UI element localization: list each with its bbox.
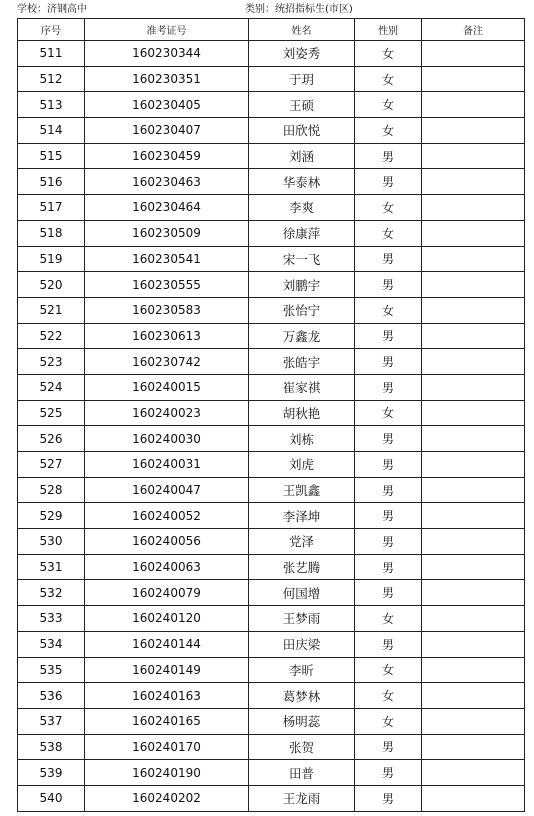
- cell-gender: 男: [355, 477, 422, 503]
- cell-name: 宋一飞: [249, 246, 355, 272]
- cell-name: 张贺: [249, 734, 355, 760]
- cell-exam-id: 160240031: [85, 452, 249, 478]
- table-row: [18, 785, 525, 811]
- table-row: [18, 143, 525, 169]
- cell-gender: 男: [355, 426, 422, 452]
- cell-index: 530: [18, 529, 85, 555]
- cell-name: 王硕: [249, 92, 355, 118]
- cell-remarks: [422, 400, 525, 426]
- cell-index: 525: [18, 400, 85, 426]
- cell-exam-id: 160240063: [85, 554, 249, 580]
- cell-exam-id: 160230407: [85, 118, 249, 144]
- cell-remarks: [422, 92, 525, 118]
- cell-gender: 女: [355, 92, 422, 118]
- cell-remarks: [422, 452, 525, 478]
- cell-exam-id: 160230459: [85, 143, 249, 169]
- cell-gender: 男: [355, 452, 422, 478]
- table-row: [18, 169, 525, 195]
- table-row: [18, 452, 525, 478]
- cell-gender: 男: [355, 323, 422, 349]
- cell-name: 徐康萍: [249, 220, 355, 246]
- cell-remarks: [422, 554, 525, 580]
- cell-index: 539: [18, 760, 85, 786]
- table-row: [18, 529, 525, 555]
- cell-remarks: [422, 246, 525, 272]
- table-row: [18, 708, 525, 734]
- cell-name: 王龙雨: [249, 785, 355, 811]
- cell-exam-id: 160240163: [85, 683, 249, 709]
- cell-name: 王梦雨: [249, 606, 355, 632]
- table-row: [18, 426, 525, 452]
- cell-index: 535: [18, 657, 85, 683]
- cell-name: 华泰林: [249, 169, 355, 195]
- cell-gender: 男: [355, 374, 422, 400]
- cell-remarks: [422, 323, 525, 349]
- cell-index: 524: [18, 374, 85, 400]
- cell-index: 522: [18, 323, 85, 349]
- cell-gender: 女: [355, 297, 422, 323]
- cell-remarks: [422, 272, 525, 298]
- cell-index: 537: [18, 708, 85, 734]
- table-row: [18, 580, 525, 606]
- table-row: [18, 734, 525, 760]
- cell-name: 杨明蕊: [249, 708, 355, 734]
- cell-remarks: [422, 606, 525, 632]
- cell-index: 538: [18, 734, 85, 760]
- cell-exam-id: 160230351: [85, 66, 249, 92]
- cell-exam-id: 160240047: [85, 477, 249, 503]
- cell-index: 529: [18, 503, 85, 529]
- cell-gender: 女: [355, 66, 422, 92]
- cell-exam-id: 160230464: [85, 195, 249, 221]
- cell-gender: 男: [355, 734, 422, 760]
- cell-remarks: [422, 477, 525, 503]
- cell-remarks: [422, 374, 525, 400]
- cell-gender: 女: [355, 708, 422, 734]
- cell-remarks: [422, 143, 525, 169]
- cell-exam-id: 160230463: [85, 169, 249, 195]
- cell-name: 刘姿秀: [249, 41, 355, 67]
- cell-index: 521: [18, 297, 85, 323]
- table-row: [18, 374, 525, 400]
- student-roster-table: [17, 18, 525, 812]
- cell-exam-id: 160230742: [85, 349, 249, 375]
- cell-gender: 男: [355, 580, 422, 606]
- cell-index: 528: [18, 477, 85, 503]
- cell-exam-id: 160230555: [85, 272, 249, 298]
- table-row: [18, 195, 525, 221]
- cell-name: 李爽: [249, 195, 355, 221]
- table-row: [18, 683, 525, 709]
- table-row: [18, 246, 525, 272]
- cell-remarks: [422, 349, 525, 375]
- cell-index: 515: [18, 143, 85, 169]
- cell-remarks: [422, 631, 525, 657]
- cell-remarks: [422, 297, 525, 323]
- column-header-remarks: 备注: [422, 19, 525, 41]
- cell-gender: 女: [355, 657, 422, 683]
- cell-index: 519: [18, 246, 85, 272]
- table-row: [18, 760, 525, 786]
- cell-name: 王凯鑫: [249, 477, 355, 503]
- cell-exam-id: 160240023: [85, 400, 249, 426]
- table-row: [18, 477, 525, 503]
- cell-gender: 男: [355, 169, 422, 195]
- table-row: [18, 323, 525, 349]
- cell-gender: 男: [355, 143, 422, 169]
- cell-exam-id: 160230613: [85, 323, 249, 349]
- cell-index: 536: [18, 683, 85, 709]
- cell-remarks: [422, 195, 525, 221]
- cell-remarks: [422, 657, 525, 683]
- cell-name: 张艺腾: [249, 554, 355, 580]
- cell-index: 526: [18, 426, 85, 452]
- table-row: [18, 631, 525, 657]
- cell-name: 李泽坤: [249, 503, 355, 529]
- cell-name: 张皓宇: [249, 349, 355, 375]
- cell-index: 512: [18, 66, 85, 92]
- column-header-index: 序号: [18, 19, 85, 41]
- cell-index: 534: [18, 631, 85, 657]
- cell-exam-id: 160240120: [85, 606, 249, 632]
- cell-index: 527: [18, 452, 85, 478]
- cell-index: 516: [18, 169, 85, 195]
- cell-remarks: [422, 220, 525, 246]
- cell-name: 张怡宁: [249, 297, 355, 323]
- cell-name: 于玥: [249, 66, 355, 92]
- cell-exam-id: 160240144: [85, 631, 249, 657]
- table-row: [18, 220, 525, 246]
- cell-remarks: [422, 426, 525, 452]
- cell-exam-id: 160240170: [85, 734, 249, 760]
- table-header-row: [18, 19, 525, 41]
- table-body: [18, 41, 525, 812]
- table-row: [18, 92, 525, 118]
- table-row: [18, 66, 525, 92]
- cell-index: 523: [18, 349, 85, 375]
- table-row: [18, 272, 525, 298]
- cell-remarks: [422, 708, 525, 734]
- school-label: 学校：济钢高中: [17, 4, 87, 15]
- cell-gender: 男: [355, 529, 422, 555]
- cell-name: 刘栋: [249, 426, 355, 452]
- cell-index: 520: [18, 272, 85, 298]
- cell-index: 531: [18, 554, 85, 580]
- cell-exam-id: 160240056: [85, 529, 249, 555]
- cell-index: 517: [18, 195, 85, 221]
- cell-remarks: [422, 169, 525, 195]
- cell-gender: 男: [355, 272, 422, 298]
- document-header: [0, 2, 534, 18]
- cell-name: 李昕: [249, 657, 355, 683]
- cell-index: 540: [18, 785, 85, 811]
- table-row: [18, 503, 525, 529]
- cell-gender: 男: [355, 760, 422, 786]
- cell-name: 党泽: [249, 529, 355, 555]
- cell-index: 532: [18, 580, 85, 606]
- cell-remarks: [422, 529, 525, 555]
- cell-exam-id: 160240202: [85, 785, 249, 811]
- cell-gender: 女: [355, 220, 422, 246]
- cell-remarks: [422, 580, 525, 606]
- cell-gender: 男: [355, 631, 422, 657]
- table-row: [18, 400, 525, 426]
- cell-gender: 女: [355, 606, 422, 632]
- table-row: [18, 118, 525, 144]
- cell-exam-id: 160240190: [85, 760, 249, 786]
- cell-index: 513: [18, 92, 85, 118]
- cell-gender: 女: [355, 683, 422, 709]
- cell-name: 葛梦林: [249, 683, 355, 709]
- cell-name: 刘涵: [249, 143, 355, 169]
- cell-name: 何国增: [249, 580, 355, 606]
- cell-remarks: [422, 66, 525, 92]
- category-label: 类别：统招指标生(市区): [245, 4, 353, 15]
- cell-index: 518: [18, 220, 85, 246]
- cell-exam-id: 160230405: [85, 92, 249, 118]
- cell-index: 514: [18, 118, 85, 144]
- cell-exam-id: 160240030: [85, 426, 249, 452]
- cell-exam-id: 160230509: [85, 220, 249, 246]
- cell-remarks: [422, 683, 525, 709]
- cell-remarks: [422, 118, 525, 144]
- cell-exam-id: 160240165: [85, 708, 249, 734]
- table-row: [18, 297, 525, 323]
- table-row: [18, 349, 525, 375]
- cell-gender: 男: [355, 246, 422, 272]
- cell-gender: 女: [355, 118, 422, 144]
- cell-remarks: [422, 41, 525, 67]
- column-header-exam-id: 准考证号: [85, 19, 249, 41]
- cell-name: 刘鹏宇: [249, 272, 355, 298]
- cell-index: 533: [18, 606, 85, 632]
- column-header-name: 姓名: [249, 19, 355, 41]
- cell-gender: 女: [355, 195, 422, 221]
- cell-name: 刘虎: [249, 452, 355, 478]
- cell-exam-id: 160240149: [85, 657, 249, 683]
- cell-exam-id: 160240052: [85, 503, 249, 529]
- cell-exam-id: 160230541: [85, 246, 249, 272]
- cell-exam-id: 160230583: [85, 297, 249, 323]
- cell-gender: 男: [355, 785, 422, 811]
- cell-name: 田庆梁: [249, 631, 355, 657]
- cell-gender: 男: [355, 349, 422, 375]
- cell-name: 万鑫龙: [249, 323, 355, 349]
- cell-name: 胡秋艳: [249, 400, 355, 426]
- table-row: [18, 657, 525, 683]
- cell-gender: 女: [355, 41, 422, 67]
- cell-remarks: [422, 503, 525, 529]
- cell-gender: 男: [355, 503, 422, 529]
- cell-exam-id: 160240015: [85, 374, 249, 400]
- cell-remarks: [422, 785, 525, 811]
- cell-name: 田欣悦: [249, 118, 355, 144]
- cell-exam-id: 160240079: [85, 580, 249, 606]
- cell-gender: 女: [355, 400, 422, 426]
- cell-remarks: [422, 734, 525, 760]
- table-row: [18, 41, 525, 67]
- cell-index: 511: [18, 41, 85, 67]
- table-row: [18, 606, 525, 632]
- cell-name: 田普: [249, 760, 355, 786]
- cell-exam-id: 160230344: [85, 41, 249, 67]
- cell-name: 崔家祺: [249, 374, 355, 400]
- column-header-gender: 性别: [355, 19, 422, 41]
- cell-gender: 男: [355, 554, 422, 580]
- table-row: [18, 554, 525, 580]
- cell-remarks: [422, 760, 525, 786]
